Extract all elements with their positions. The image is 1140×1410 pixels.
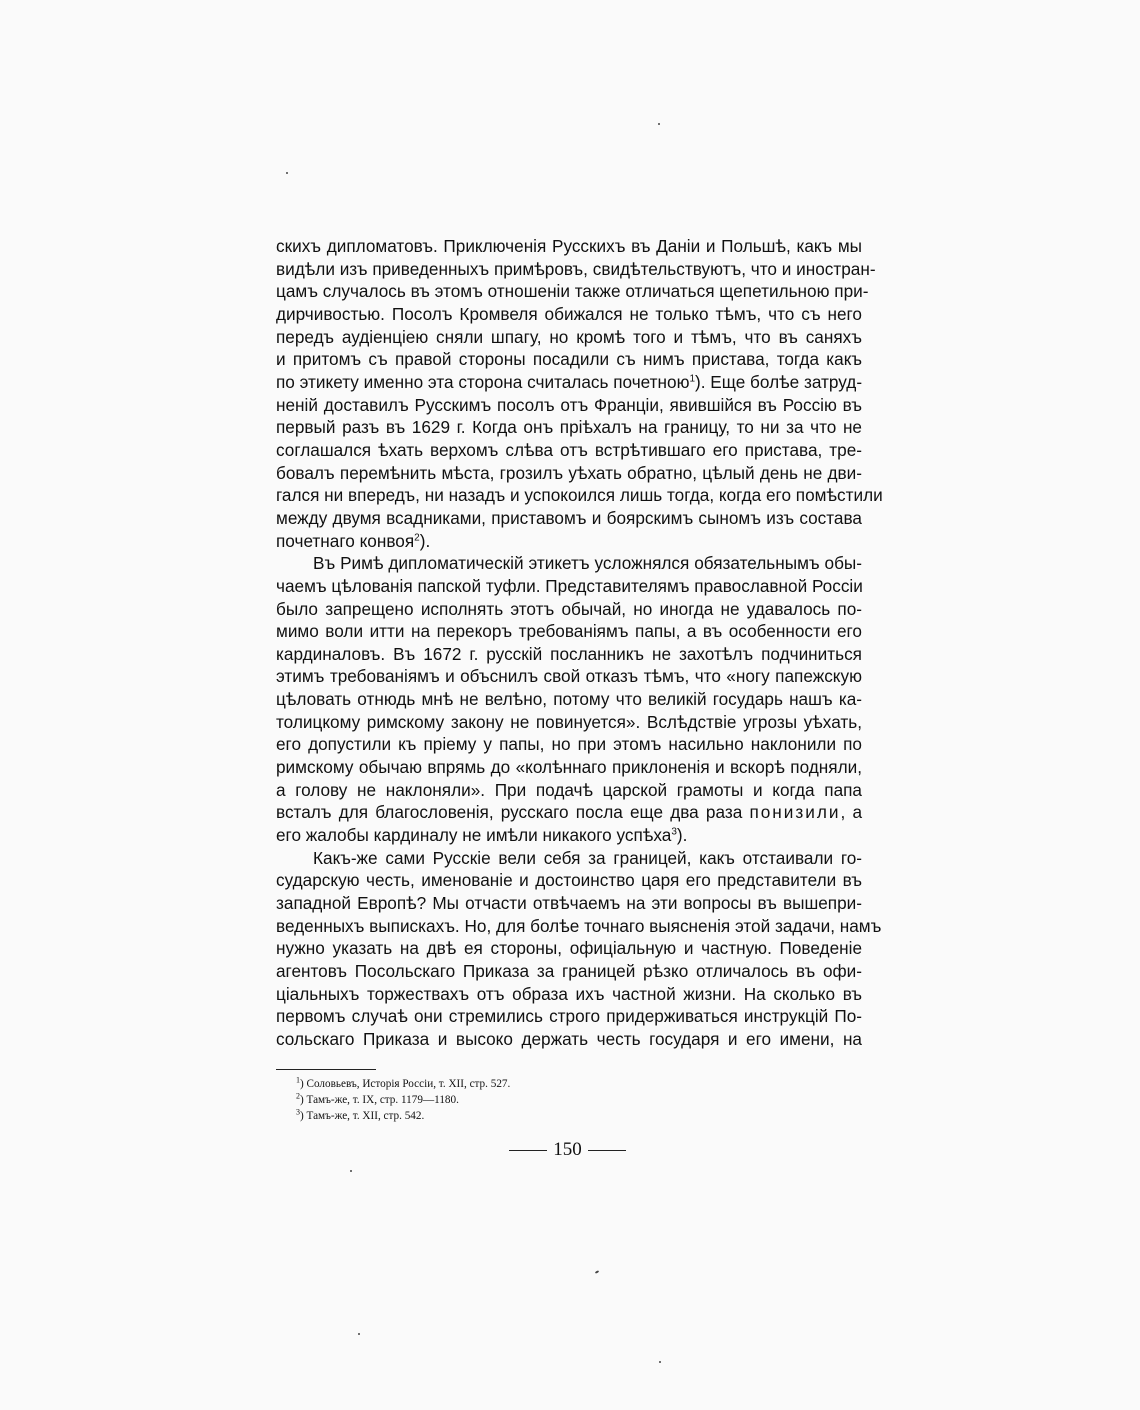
text-line: ціальныхъ торжествахъ отъ образа ихъ частной жизни. На сколько въ [276,983,862,1004]
text-line: агентовъ Посольскаго Приказа за границей рѣзко отличалось въ офи- [276,961,862,981]
text-line: толицкому римскому закону не повинуется». Вслѣдствіе угрозы уѣхать, [276,711,862,732]
footnote-ref-3: 3 [671,826,677,838]
text-segment: всталъ для благословенія, русскаго посла еще два раза [276,802,750,823]
page-number-dash-right [588,1150,626,1151]
text-segment: ). Еще болѣе затруд- [695,371,863,392]
page-number-row [505,1138,630,1162]
text-line: цѣловать отнюдь мнѣ не велѣно, потому что великій государь нашъ ка- [276,689,862,710]
text-line: веденныхъ выпискахъ. Но, для болѣе точнаго выясненія этой задачи, намъ [276,915,882,936]
scan-speck [350,1170,352,1172]
text-line: скихъ дипломатовъ. Приключенія Русскихъ въ Даніи и Польшѣ, какъ мы [276,236,862,256]
text-line: дирчивостью. Посолъ Кромвеля обижался не только тѣмъ, что съ него [276,303,862,324]
footnote-separator [276,1069,376,1070]
text-line: видѣли изъ приведенныхъ примѣровъ, свидѣтельствуютъ, что и иностран- [276,258,876,279]
footnote-mark: 3 [296,1107,300,1117]
footnote-3 [296,1108,696,1124]
footnote-mark: 1 [296,1075,300,1085]
text-segment: ). [676,825,688,846]
text-line: Въ Римѣ дипломатическій этикетъ усложнялся обязательнымъ обы- [313,553,862,574]
footnote-text: ) Тамъ-же, т. XII, стр. 542. [300,1110,425,1122]
text-line-with-footnote [276,371,862,394]
text-line: цамъ случалось въ этомъ отношеніи также отличаться щепетильною при- [276,281,869,302]
scan-speck [286,172,288,174]
text-line: бовалъ перемѣнить мѣста, грозилъ уѣхать обратно, цѣлый день не дви- [276,462,862,483]
footnote-1 [296,1076,696,1092]
text-line: сударскую честь, именованіе и достоинство царя его представители въ [276,870,862,891]
text-line: а голову не наклоняли». При подачѣ царской грамоты и когда папа [276,779,862,800]
footnote-ref-1: 1 [689,373,696,385]
text-segment: ). [419,530,431,551]
text-line: чаемъ цѣлованія папской туфли. Представителямъ православной Россіи [276,575,863,596]
text-line: неній доставилъ Русскимъ посолъ отъ Франціи, явившійся въ Россію въ [276,394,862,415]
text-line: передъ аудіенціею сняли шпагу, но кромѣ того и тѣмъ, что въ саняхъ [276,326,862,347]
scan-speck [658,123,660,125]
scan-speck [595,1270,599,1274]
text-line: римскому обычаю впрямь до «колѣннаго приклоненія и вскорѣ подняли, [276,757,862,778]
body-text [276,235,883,1051]
spaced-emphasis: понизили [749,802,841,823]
text-segment: , а [840,802,863,823]
text-line: было запрещено исполнять этотъ обычай, но иногда не удавалось по- [276,598,862,619]
footnotes [296,1076,696,1124]
text-segment: почетнаго конвоя [276,530,415,551]
paragraph-2 [276,552,862,847]
text-line: западной Европѣ? Мы отчасти отвѣчаемъ на эти вопросы въ вышепри- [276,893,862,914]
footnote-mark: 2 [296,1091,300,1101]
text-line: мимо воли итти на перекоръ требованіямъ папы, а въ особенности его [276,621,862,642]
page-number-dash-left [509,1150,547,1151]
text-line: между двумя всадниками, приставомъ и боярскимъ сыномъ изъ состава [276,507,862,528]
text-line: кардиналовъ. Въ 1672 г. русскій посланникъ не захотѣлъ подчиниться [276,643,862,664]
text-line: Какъ-же сами Русскіе вели себя за границей, какъ отстаивали го- [313,847,862,868]
text-line: сольскаго Приказа и высоко держать честь государя и его имени, на [276,1028,862,1049]
text-line-with-footnote [276,530,862,553]
footnote-text: ) Соловьевъ, Исторія Россіи, т. XII, стр. 527. [300,1078,511,1090]
text-line: соглашался ѣхать верхомъ слѣва отъ встрѣтившаго его пристава, тре- [276,439,862,460]
text-line: его допустили къ пріему у папы, но при этомъ насильно наклонили по [276,734,862,755]
text-line-with-footnote [276,824,862,847]
text-line: первый разъ въ 1629 г. Когда онъ пріѣхалъ на границу, то ни за что не [276,417,862,438]
scan-speck [358,1333,360,1335]
footnote-text: ) Тамъ-же, т. IX, стр. 1179—1180. [300,1094,459,1106]
page-number: 150 [553,1139,582,1160]
footnote-ref-2: 2 [414,531,420,543]
text-line: первомъ случаѣ они стремились строго придерживаться инструкцій По- [276,1006,862,1027]
footnote-2 [296,1092,696,1108]
scan-speck [659,1361,661,1363]
text-segment: его жалобы кардиналу не имѣли никакого успѣха [276,825,672,846]
paragraph-1 [276,235,883,552]
text-line-with-emphasis [276,801,862,824]
text-segment: по этикету именно эта сторона считалась почетною [276,371,690,392]
text-line: гался ни впередъ, ни назадъ и успокоился лишь тогда, когда его помѣстили [276,485,883,506]
paragraph-3 [276,847,882,1051]
text-line: и притомъ съ правой стороны посадили съ нимъ пристава, тогда какъ [276,349,862,370]
text-line: нужно указать на двѣ ея стороны, офиціальную и частную. Поведеніе [276,938,862,959]
text-line: этимъ требованіямъ и объснилъ свой отказъ тѣмъ, что «ногу папежскую [276,666,862,687]
